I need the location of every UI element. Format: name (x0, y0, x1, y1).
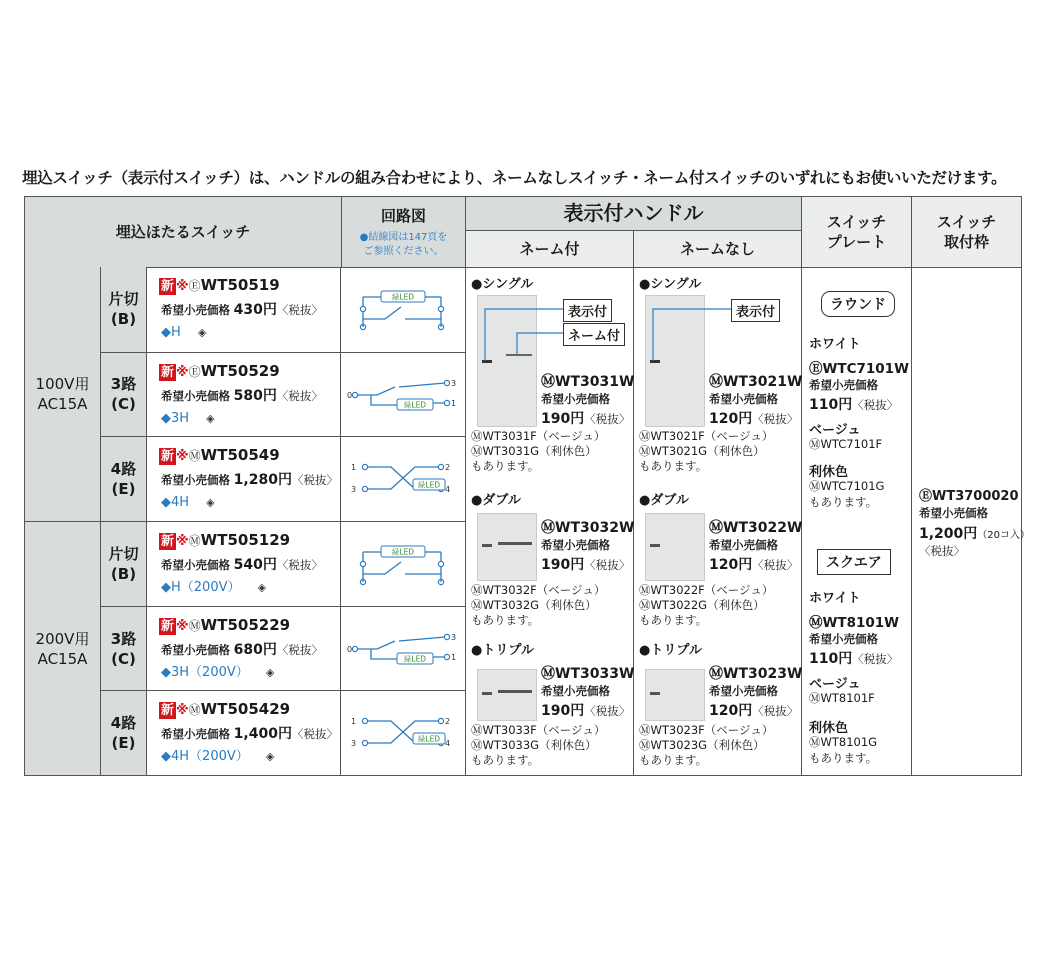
terminal-label: 1 (351, 717, 357, 727)
double-handle-image (645, 513, 705, 581)
product-price-line (161, 723, 338, 743)
square-rikyu: 利休色 (809, 721, 849, 736)
header-plate-line2: プレート (826, 233, 887, 251)
row-circuit-cell (341, 690, 465, 775)
header-switch (25, 197, 341, 267)
double-price: 190円 (541, 557, 585, 573)
triple-model: ⓂWT3023W (709, 666, 803, 682)
pse-icon: ◈ (257, 581, 267, 594)
terminal-label: 1 (451, 652, 457, 662)
display-indicator (650, 692, 660, 695)
variant-also: もあります。 (639, 753, 708, 767)
triple-price: 190円 (541, 703, 585, 719)
price-label: 希望小売価格 (161, 642, 230, 657)
frame-column (915, 271, 1031, 771)
star-mark: ※ (176, 449, 189, 465)
double-variants (471, 583, 605, 628)
terminal-label: 3 (351, 485, 357, 495)
single-title: ●シングル (639, 277, 702, 292)
square-beige-model: ⓂWT8101F (809, 691, 875, 705)
certification-mark: Ⓜ (188, 534, 201, 548)
variant-rikyu: ⓂWT3023G（利休色） (639, 738, 765, 752)
price-label: 希望小売価格 (161, 558, 230, 572)
row-type-cell (101, 690, 147, 775)
triple-variants (639, 723, 773, 768)
product-price-line (161, 469, 338, 489)
square-tax: 〈税抜〉 (852, 652, 899, 666)
price-value: 580円 (233, 387, 277, 404)
terminal (444, 400, 449, 405)
terminal (362, 487, 367, 492)
product-symbol-line (161, 491, 215, 510)
single-title: ●シングル (471, 277, 534, 292)
wire (371, 395, 397, 405)
header-plate-line1: スイッチ (826, 212, 887, 231)
terminal (444, 654, 449, 659)
product-model: WT505229 (200, 615, 291, 634)
col-sep-frame (911, 267, 912, 775)
header-handle (465, 197, 801, 231)
terminal (352, 646, 357, 651)
led-label: 緑LED (417, 734, 441, 744)
plate-square-tag: スクエア (817, 549, 891, 575)
price-value: 1,400円 (233, 726, 292, 743)
round-beige: ベージュ (809, 423, 861, 438)
round-beige-model: ⓂWTC7101F (809, 437, 883, 451)
variant-beige: ⓂWT3022F（ベージュ） (639, 583, 774, 597)
row-circuit-cell (341, 606, 465, 691)
wire (371, 649, 397, 659)
product-symbol-line (161, 407, 215, 426)
group-100v (25, 267, 101, 521)
terminal (438, 465, 443, 470)
terminal-label: 4 (445, 739, 451, 749)
price-label: 希望小売価格 (161, 727, 230, 742)
terminal-label: 3 (451, 632, 457, 642)
callout-name: ネーム付 (563, 323, 625, 346)
product-model: WT505429 (200, 700, 291, 719)
single-tax: 〈税抜〉 (584, 412, 631, 426)
voltage-label: 100V用 (35, 375, 90, 393)
variant-beige: ⓂWT3033F（ベージュ） (471, 723, 606, 737)
price-value: 680円 (233, 641, 277, 658)
pse-icon: ◈ (265, 750, 275, 764)
product-title-line (159, 699, 290, 719)
single-model: ⓂWT3021W (709, 374, 803, 390)
terminal-label: 1 (351, 463, 357, 473)
terminal (438, 306, 443, 311)
terminal (362, 719, 367, 724)
certification-mark: Ⓜ (188, 703, 201, 718)
frame-tax: 〈税抜〉 (919, 544, 965, 558)
header-circuit (341, 197, 465, 267)
variant-also: もあります。 (471, 753, 540, 767)
triple-price: 120円 (709, 703, 753, 719)
current-label: AC15A (37, 395, 88, 413)
intro-text: 埋込スイッチ（表示付スイッチ）は、ハンドルの組み合わせにより、ネームなしスイッチ・ネーム付スイッチのいずれにもお使いいただけます。 (22, 169, 1007, 187)
circuit-diagram-single (341, 522, 465, 606)
single-tax: 〈税抜〉 (752, 412, 799, 426)
wire (358, 387, 395, 395)
row-product-cell (147, 352, 341, 437)
square-also: もあります。 (809, 751, 878, 765)
display-indicator (482, 692, 492, 695)
triple-handle-image (645, 669, 705, 721)
col-sep-handle (465, 267, 466, 775)
new-badge: 新 (161, 449, 175, 465)
price-tax: 〈税抜〉 (276, 303, 323, 317)
variant-also: もあります。 (471, 613, 540, 627)
variant-beige: ⓂWT3021F（ベージュ） (639, 429, 774, 443)
product-price-line (161, 554, 323, 574)
round-white: ホワイト (809, 337, 861, 352)
pse-icon: ◈ (197, 326, 207, 339)
double-model: ⓂWT3032W (541, 520, 635, 536)
current-label: AC15A (37, 649, 88, 668)
frame-qty: （20コ入） (977, 530, 1031, 541)
handles-with-name (469, 271, 633, 771)
price-label: 希望小売価格 (161, 388, 230, 403)
circuit-note-line1: ●結線図は147頁を (359, 232, 448, 243)
double-variants (639, 583, 773, 628)
variant-also: もあります。 (471, 459, 540, 473)
product-symbol-line (161, 745, 274, 764)
row-type-label: 3路 (110, 629, 137, 648)
symbol-mark: ◆3H（200V） (161, 664, 249, 680)
row-circuit-cell (341, 352, 465, 437)
variant-rikyu: ⓂWT3033G（利休色） (471, 738, 597, 752)
terminal (444, 634, 449, 639)
certification-mark: Ⓔ (188, 364, 201, 379)
row-type-label: 4路 (110, 714, 137, 733)
triple-title: ●トリプル (471, 643, 534, 658)
star-mark: ※ (176, 364, 189, 380)
product-table (24, 196, 1031, 776)
wire (399, 637, 445, 641)
pse-icon: ◈ (206, 496, 215, 510)
row-type-cell (101, 267, 147, 352)
row-circuit-cell (341, 267, 465, 352)
single-variants (639, 429, 773, 474)
product-symbol-line (161, 321, 206, 340)
double-price-label: 希望小売価格 (709, 538, 778, 552)
circuit-note-line2: ご参照ください。 (363, 246, 444, 257)
wire (399, 383, 445, 387)
terminal (360, 306, 365, 311)
header-without-name (633, 231, 801, 267)
terminal (352, 392, 357, 397)
double-title: ●ダブル (471, 493, 521, 508)
plates-column (805, 271, 911, 771)
row-type-cell (101, 606, 147, 691)
new-badge: 新 (161, 534, 175, 549)
terminal-label: 1 (451, 398, 457, 408)
double-price-label: 希望小売価格 (541, 538, 610, 552)
product-title-line (159, 361, 280, 381)
star-mark: ※ (176, 279, 189, 294)
circuit-diagram-single (341, 267, 465, 351)
certification-mark: Ⓔ (188, 279, 201, 293)
row-product-cell (147, 267, 341, 352)
price-value: 430円 (233, 302, 277, 318)
row-product-cell (147, 690, 341, 775)
frame-model: ⒺWT3700020 (919, 489, 1019, 504)
price-tax: 〈税抜〉 (276, 642, 323, 657)
double-title: ●ダブル (639, 493, 689, 508)
row-type-label: 3路 (110, 375, 137, 394)
variant-beige: ⓂWT3032F（ベージュ） (471, 583, 606, 597)
square-rikyu-model: ⓂWT8101G (809, 735, 878, 749)
triple-handle-image (477, 669, 537, 721)
callout-display: 表示付 (731, 299, 780, 322)
product-symbol-line (161, 576, 266, 595)
row-type-code: (C) (111, 649, 136, 668)
terminal-label: 0 (347, 644, 353, 654)
row-type-label: 片切 (108, 544, 139, 563)
row-type-label: 4路 (110, 460, 137, 479)
row-circuit-cell (341, 436, 465, 521)
round-price-label: 希望小売価格 (809, 378, 878, 392)
new-badge: 新 (161, 703, 175, 719)
row-type-code: (E) (111, 734, 136, 753)
round-rikyu-model: ⓂWTC7101G (809, 479, 885, 493)
row-type-code: (B) (110, 310, 137, 329)
group-200v (25, 521, 101, 775)
triple-model: ⓂWT3033W (541, 666, 635, 682)
terminal-label: 2 (445, 463, 451, 473)
row-type-cell (101, 352, 147, 437)
certification-mark: Ⓜ (188, 449, 201, 464)
row-product-cell (147, 521, 341, 606)
star-mark: ※ (176, 703, 189, 719)
header-circuit-label: 回路図 (380, 207, 426, 225)
single-variants (471, 429, 605, 474)
name-slot (498, 690, 532, 693)
new-badge: 新 (161, 279, 175, 294)
product-model: WT50549 (200, 446, 280, 465)
variant-rikyu: ⓂWT3032G（利休色） (471, 598, 597, 612)
row-product-cell (147, 606, 341, 691)
voltage-label: 200V用 (35, 629, 90, 648)
price-tax: 〈税抜〉 (291, 473, 338, 488)
variant-beige: ⓂWT3031F（ベージュ） (471, 429, 606, 443)
price-tax: 〈税抜〉 (276, 558, 323, 572)
symbol-mark: ◆4H (161, 495, 190, 511)
variant-rikyu: ⓂWT3022G（利休色） (639, 598, 765, 612)
terminal-label: 3 (351, 739, 357, 749)
square-beige: ベージュ (809, 677, 861, 692)
product-model: WT50529 (200, 361, 280, 380)
header-switch-label: 埋込ほたるスイッチ (115, 222, 251, 241)
header-frame-line1: スイッチ (936, 212, 997, 231)
double-model: ⓂWT3022W (709, 520, 803, 536)
terminal-label: 4 (445, 485, 451, 495)
header-with-name (465, 231, 633, 267)
header-plate (801, 197, 911, 267)
header-circuit-note (342, 231, 465, 259)
row-type-code: (C) (111, 395, 136, 414)
row-type-code: (B) (110, 564, 137, 583)
circuit-diagram-four (341, 691, 465, 775)
variant-rikyu: ⓂWT3031G（利休色） (471, 444, 597, 458)
terminal (362, 741, 367, 746)
square-price: 110円 (809, 651, 853, 667)
price-value: 1,280円 (233, 472, 292, 489)
single-model: ⓂWT3031W (541, 374, 635, 390)
variant-also: もあります。 (639, 613, 708, 627)
handles-without-name (637, 271, 801, 771)
product-title-line (159, 445, 280, 465)
circuit-diagram-three (341, 353, 465, 437)
single-price: 190円 (541, 411, 585, 427)
led-label: 緑LED (417, 480, 441, 490)
triple-tax: 〈税抜〉 (752, 704, 799, 718)
header-frame (911, 197, 1021, 267)
row-type-code: (E) (111, 480, 136, 499)
symbol-mark: ◆H (161, 325, 181, 340)
terminal (438, 561, 443, 566)
product-model: WT505129 (200, 531, 291, 549)
pse-icon: ◈ (265, 665, 275, 679)
pse-icon: ◈ (206, 411, 215, 425)
star-mark: ※ (176, 534, 189, 549)
star-mark: ※ (176, 618, 189, 634)
price-label: 希望小売価格 (161, 303, 230, 317)
terminal-label: 3 (451, 378, 457, 388)
circuit-diagram-three (341, 607, 465, 691)
led-label: 緑LED (391, 292, 415, 302)
price-label: 希望小売価格 (161, 473, 230, 488)
callout-display: 表示付 (563, 299, 612, 322)
product-price-line (161, 639, 323, 659)
plate-round-tag: ラウンド (821, 291, 895, 317)
terminal-label: 0 (347, 390, 353, 400)
square-price-label: 希望小売価格 (809, 632, 878, 646)
new-badge: 新 (161, 364, 175, 380)
product-model: WT50519 (200, 276, 280, 294)
led-label: 緑LED (403, 654, 427, 664)
circuit-diagram-four (341, 437, 465, 521)
variant-rikyu: ⓂWT3021G（利休色） (639, 444, 765, 458)
product-price-line (161, 385, 323, 405)
display-indicator (482, 544, 492, 547)
round-price: 110円 (809, 397, 853, 413)
product-price-line (161, 299, 323, 319)
row-type-cell (101, 521, 147, 606)
led-label: 緑LED (403, 400, 427, 410)
terminal (444, 380, 449, 385)
triple-tax: 〈税抜〉 (584, 704, 631, 718)
row-type-cell (101, 436, 147, 521)
new-badge: 新 (161, 618, 175, 634)
product-title-line (159, 615, 290, 635)
triple-variants (471, 723, 605, 768)
single-price-label: 希望小売価格 (709, 392, 778, 406)
round-model: ⒺWTC7101W (809, 361, 909, 377)
symbol-mark: ◆H（200V） (161, 580, 241, 595)
name-slot (498, 542, 532, 545)
header-handle-label: 表示付ハンドル (563, 201, 704, 225)
led-label: 緑LED (391, 547, 415, 557)
header-without-name-label: ネームなし (679, 239, 755, 258)
double-tax: 〈税抜〉 (752, 558, 799, 572)
price-tax: 〈税抜〉 (291, 727, 338, 742)
certification-mark: Ⓜ (188, 618, 201, 633)
header-frame-line2: 取付枠 (943, 233, 989, 251)
frame-price-label: 希望小売価格 (919, 506, 988, 520)
variant-also: もあります。 (639, 459, 708, 473)
single-price: 120円 (709, 411, 753, 427)
product-symbol-line (161, 661, 274, 680)
terminal (362, 465, 367, 470)
price-tax: 〈税抜〉 (276, 388, 323, 403)
round-also: もあります。 (809, 495, 878, 509)
header-with-name-label: ネーム付 (519, 239, 580, 258)
triple-title: ●トリプル (639, 643, 702, 658)
single-price-label: 希望小売価格 (541, 392, 610, 406)
product-title-line (159, 530, 290, 550)
row-product-cell (147, 436, 341, 521)
double-handle-image (477, 513, 537, 581)
terminal (438, 719, 443, 724)
round-rikyu: 利休色 (809, 465, 849, 480)
round-tax: 〈税抜〉 (852, 398, 899, 412)
row-circuit-cell (341, 521, 465, 606)
double-price: 120円 (709, 557, 753, 573)
triple-price-label: 希望小売価格 (709, 684, 778, 698)
wire (358, 641, 395, 649)
symbol-mark: ◆4H（200V） (161, 749, 249, 765)
terminal (360, 561, 365, 566)
symbol-mark: ◆3H (161, 410, 190, 426)
price-value: 540円 (233, 557, 277, 573)
triple-price-label: 希望小売価格 (541, 684, 610, 698)
variant-beige: ⓂWT3023F（ベージュ） (639, 723, 774, 737)
square-white: ホワイト (809, 591, 861, 606)
terminal-label: 2 (445, 717, 451, 727)
row-type-label: 片切 (108, 290, 139, 309)
display-indicator (650, 544, 660, 547)
double-tax: 〈税抜〉 (584, 558, 631, 572)
frame-price: 1,200円 (919, 526, 978, 542)
square-model: ⓂWT8101W (809, 615, 900, 631)
product-title-line (159, 275, 280, 295)
